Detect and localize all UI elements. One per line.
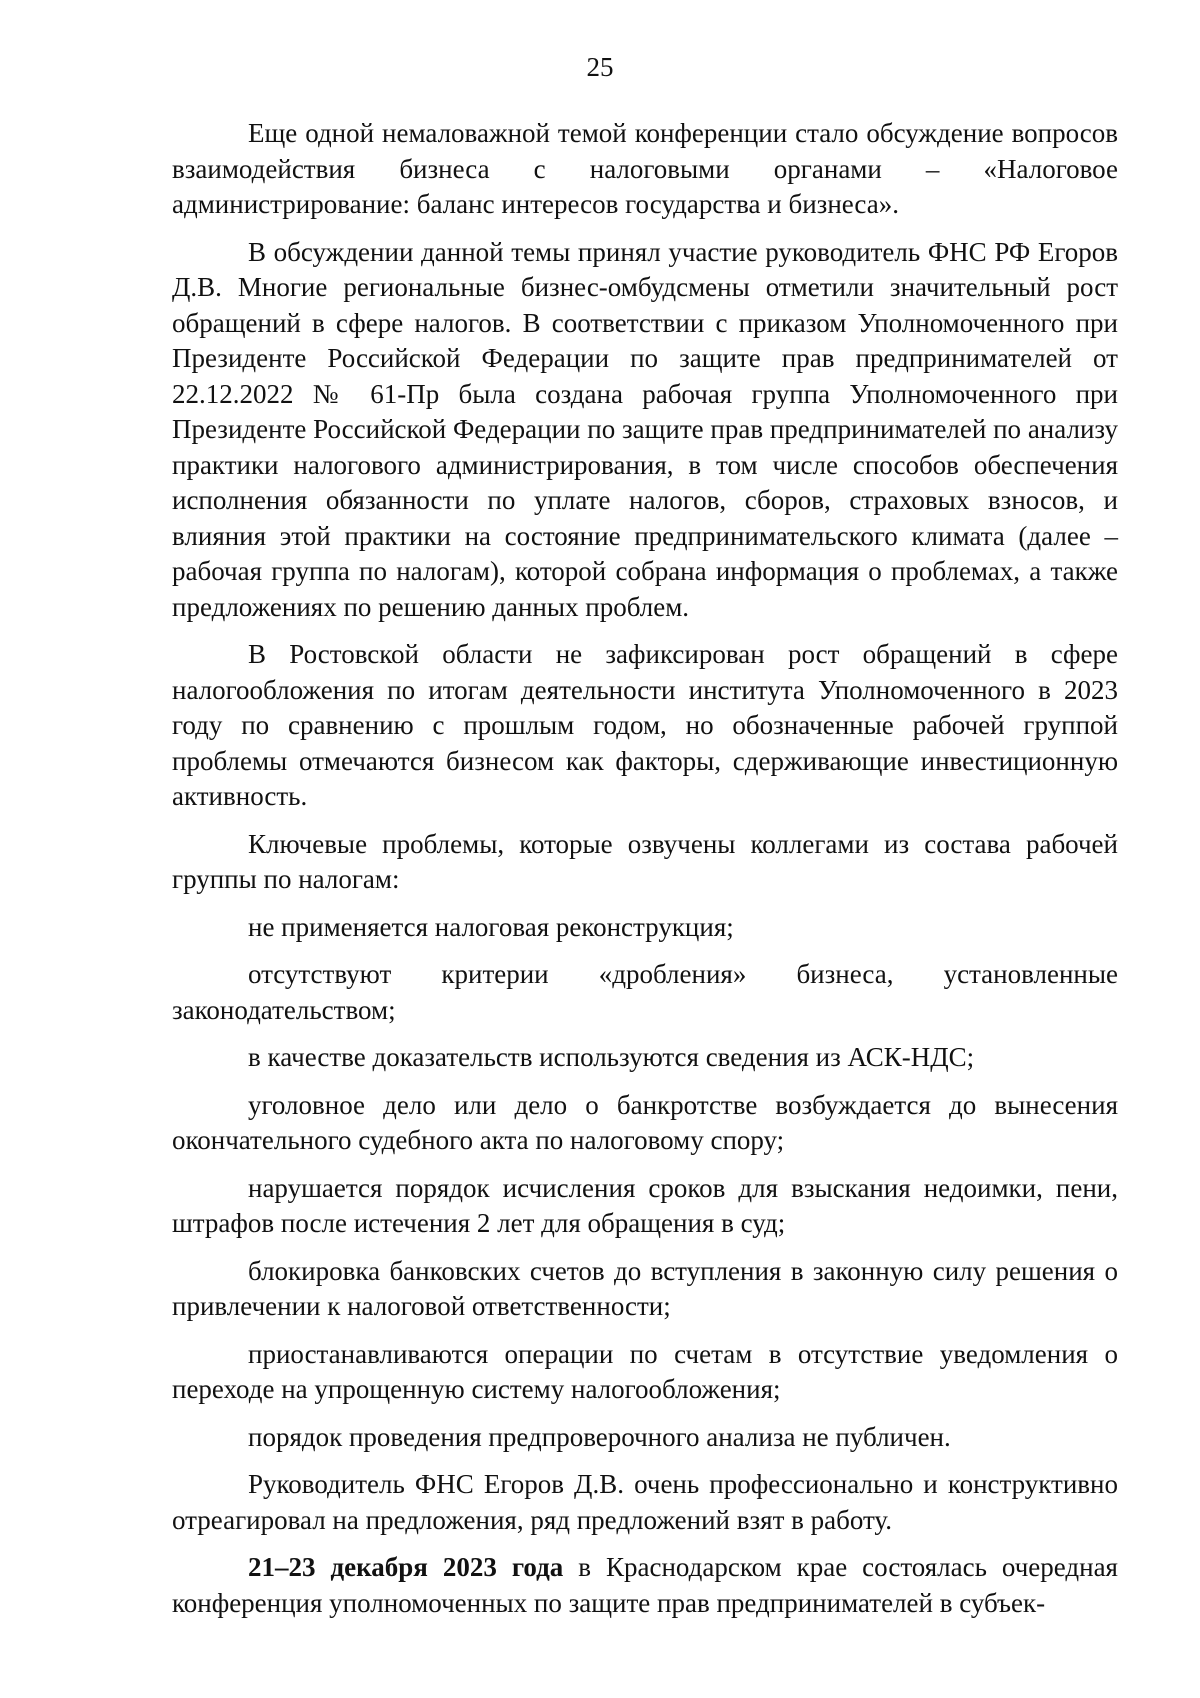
problem-item: не применяется налоговая реконструкция; [248,911,734,942]
problem-item: уголовное дело или дело о банкротстве возбуждается до вынесения окончательного судебного акта по налоговому спору; [172,1089,1118,1155]
page-number: 25 [586,52,614,82]
problem-item: нарушается порядок исчисления сроков для взыскания недоимки, пени, штрафов после истечения 2 лет для обращения в суд; [172,1172,1118,1238]
paragraph-key-problems-intro: Ключевые проблемы, которые озвучены коллегами из состава рабочей группы по налогам: [172,828,1118,894]
problem-item: в качестве доказательств используются сведения из АСК-НДС; [248,1042,975,1072]
paragraph-working-group: В обсуждении данной темы принял участие руководитель ФНС РФ Егоров Д.В. Многие региональные бизнес-омбудсмены отметили значительный рост обращений в сфере налогов. В соответствии с приказом Уполномоченного при Президенте Российской Федерации по защите прав предпринимателей от 22.12.2022 № 61-Пр была создана рабочая группа Уполномоченного при Президенте Российской Федерации по защите прав предпринимателей по анализу практики налогового администрирования, в том числе способов обеспечения исполнения обязанности по уплате налогов, сборов, страховых взносов, и влияния этой практики на состояние предпринимательского климата (далее – рабочая группа по налогам), которой собрана информация о проблемах, а также предложениях по решению данных проблем. [172,236,1118,622]
paragraph-rostov-region: В Ростовской области не зафиксирован рост обращений в сфере налогообложения по итогам деятельности института Уполномоченного в 2023 году по сравнению с прошлым годом, но обозначенные рабочей группой проблемы отмечаются бизнесом как факторы, сдерживающие инвестиционную активность. [172,639,1118,811]
problem-item: порядок проведения предпроверочного анализа не публичен. [248,1421,951,1452]
conference-date: 21–23 декабря 2023 года [248,1552,564,1582]
paragraph-krasnodar-conference [172,1550,1118,1621]
problem-item: блокировка банковских счетов до вступления в законную силу решения о привлечении к налоговой ответственности; [172,1255,1118,1321]
conference-description: в Краснодарском крае состоялась очередная конференция уполномоченных по защите прав предпринимателей в субъек- [172,1552,1118,1618]
paragraph-fns-response: Руководитель ФНС Егоров Д.В. очень профессионально и конструктивно отреагировал на предложения, ряд предложений взят в работу. [172,1469,1118,1535]
problem-item: отсутствуют критерии «дробления» бизнеса, установленные законодательством; [172,959,1118,1025]
paragraph-tax-administration-topic: Еще одной немаловажной темой конференции стало обсуждение вопросов взаимодействия бизнеса с налоговыми органами – «Налоговое администрирование: баланс интересов государства и бизнеса». [172,118,1118,219]
document-body [172,116,1118,1633]
problem-item: приостанавливаются операции по счетам в отсутствие уведомления о переходе на упрощенную систему налогообложения; [172,1338,1118,1404]
